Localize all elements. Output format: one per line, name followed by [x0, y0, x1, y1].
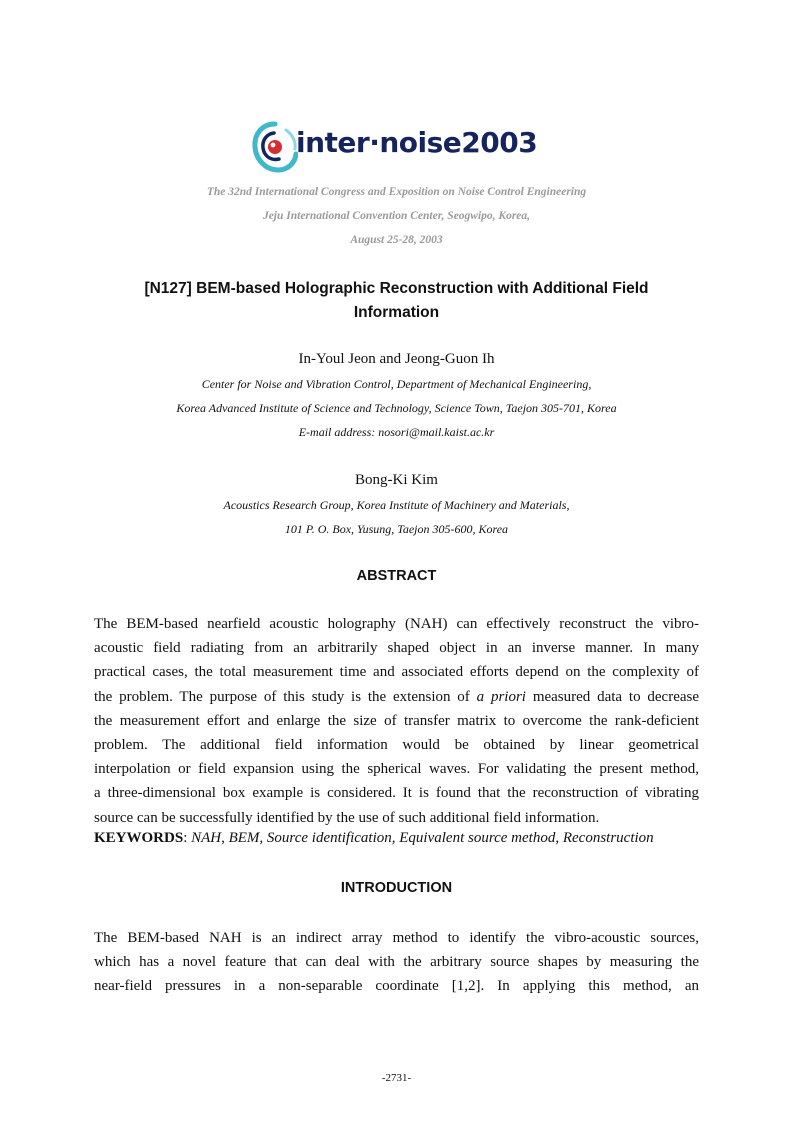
conference-logo — [252, 118, 552, 178]
abstract-line: acoustic field radiating from an arbitrarily shaped object in an inverse manner. In many — [94, 640, 699, 657]
paper-title — [60, 277, 733, 325]
author-names-2: Bong-Ki Kim — [355, 472, 438, 488]
paper-title-line-1: [N127] BEM-based Holographic Reconstruction with Additional Field — [144, 280, 649, 297]
intro-line: which has a novel feature that can deal with the arbitrary source shapes by measuring the — [94, 954, 699, 971]
abstract-line: practical cases, the total measurement time and associated efforts depend on the complexity of — [94, 664, 699, 681]
abstract-line: The BEM-based nearfield acoustic holography (NAH) can effectively reconstruct the vibro- — [94, 616, 699, 632]
keywords-colon: : — [183, 830, 188, 846]
logo-word-noise: noise — [379, 126, 462, 159]
keywords-label: KEYWORDS — [94, 830, 184, 846]
abstract-line-4-end: measured data to decrease — [532, 688, 700, 705]
logo-wordmark — [296, 126, 537, 159]
abstract-line-4-start: the problem. The purpose of this study is the extension of — [94, 688, 470, 705]
author-email: E-mail address: nosori@mail.kaist.ac.kr — [298, 425, 495, 439]
introduction-body — [94, 926, 699, 999]
conference-line-2: Jeju International Convention Center, Seogwipo, Korea, — [262, 210, 531, 222]
swirl-icon — [252, 120, 298, 174]
affiliation-2-line-1: Acoustics Research Group, Korea Institute of Machinery and Materials, — [223, 498, 570, 512]
affiliation-1-line-2: Korea Advanced Institute of Science and Technology, Science Town, Taejon 305-701, Korea — [176, 401, 617, 415]
intro-line: near-field pressures in a non-separable coordinate [1,2]. In applying this method, an — [94, 978, 699, 995]
paper-title-line-2: Information — [353, 304, 440, 321]
abstract-line — [94, 685, 699, 709]
abstract-italic-term: a priori — [476, 688, 526, 705]
abstract-line: source can be successfully identified by the use of such additional field information. — [94, 809, 600, 826]
keywords — [94, 830, 699, 847]
logo-year: 2003 — [461, 126, 538, 159]
abstract-body — [94, 612, 699, 830]
logo-dot: · — [369, 126, 380, 159]
logo-word-inter: inter — [296, 126, 370, 159]
abstract-line: interpolation or field expansion using the spherical waves. For validating the present method, — [94, 761, 699, 778]
abstract-heading: ABSTRACT — [356, 568, 437, 584]
author-names-1: In-Youl Jeon and Jeong-Guon Ih — [298, 351, 495, 367]
conference-line-3: August 25-28, 2003 — [350, 234, 443, 246]
affiliation-2-line-2: 101 P. O. Box, Yusung, Taejon 305-600, Korea — [284, 522, 509, 536]
page-number: -2731- — [381, 1072, 412, 1084]
conference-line-1: The 32nd International Congress and Exposition on Noise Control Engineering — [206, 186, 587, 198]
intro-line: The BEM-based NAH is an indirect array method to identify the vibro-acoustic sources, — [94, 930, 699, 946]
keywords-value: NAH, BEM, Source identification, Equivalent source method, Reconstruction — [191, 830, 654, 846]
abstract-line: the measurement effort and enlarge the size of transfer matrix to overcome the rank-deficient — [94, 712, 699, 729]
affiliation-1-line-1: Center for Noise and Vibration Control, Department of Mechanical Engineering, — [201, 377, 592, 391]
abstract-line: problem. The additional field information would be obtained by linear geometrical — [94, 736, 699, 753]
introduction-heading: INTRODUCTION — [340, 880, 453, 896]
abstract-line: a three-dimensional box example is considered. It is found that the reconstruction of vibrating — [94, 785, 699, 802]
